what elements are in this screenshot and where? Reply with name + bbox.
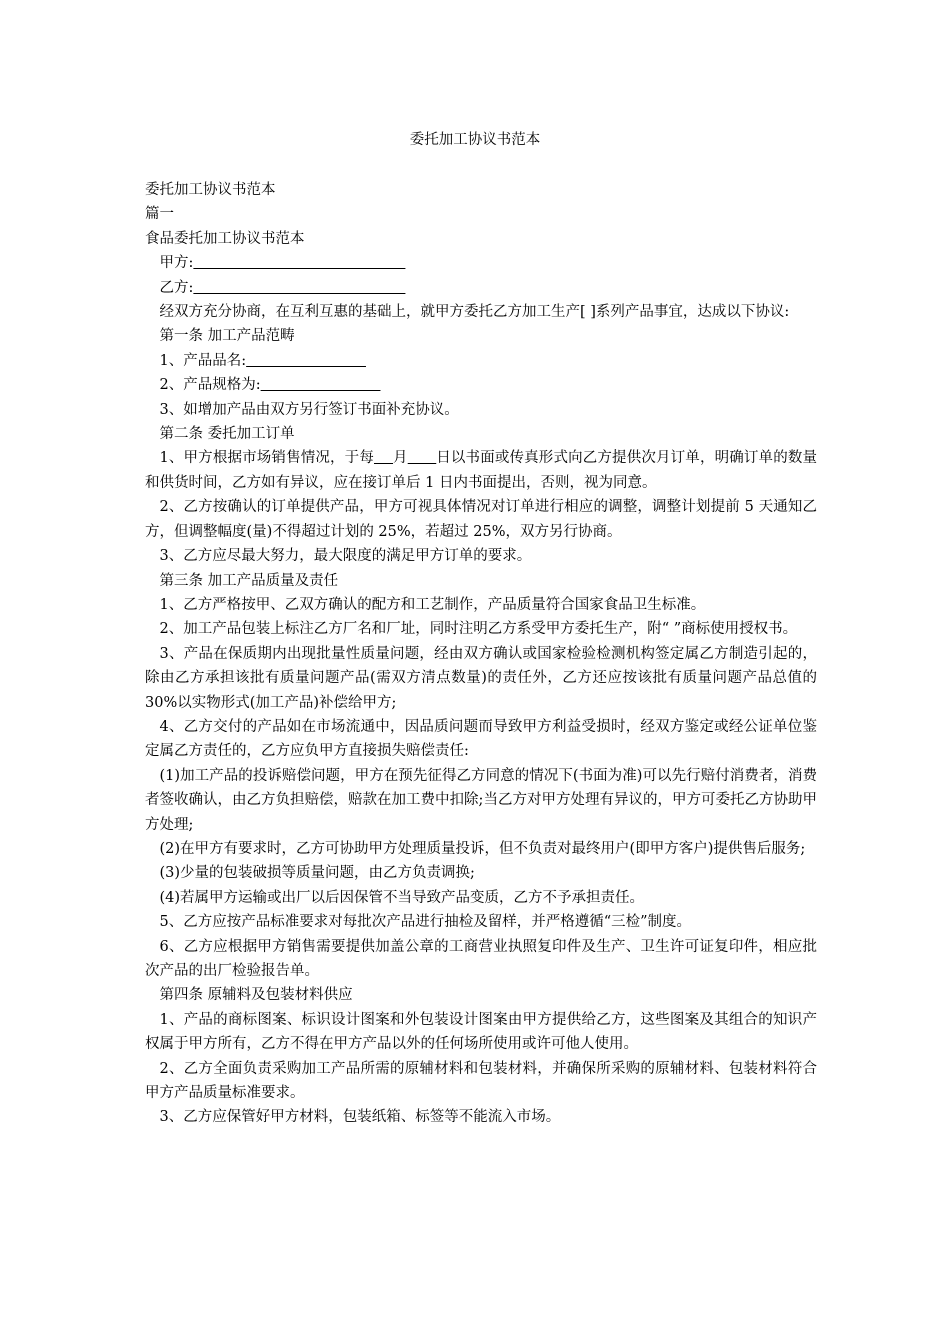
article-2-item-2: 2、乙方按确认的订单提供产品，甲方可视具体情况对订单进行相应的调整，调整计划提前 5 天通知乙方，但调整幅度(量)不得超过计划的 25%，若超过 25%，双方另行协商。 — [145, 499, 817, 540]
article-2-item-1-pre: 1、甲方根据市场销售情况，于每 — [159, 450, 374, 467]
article-2-item-3: 3、乙方应尽最大努力，最大限度的满足甲方订单的要求。 — [159, 548, 532, 565]
article-4-item-3: 3、乙方应保管好甲方材料，包装纸箱、标签等不能流入市场。 — [159, 1109, 561, 1126]
article-1-item-1 — [145, 349, 817, 373]
article-3-sub-4: (4)若属甲方运输或出厂以后因保管不当导致产品变质，乙方不予承担责任。 — [159, 889, 645, 906]
article-1-title: 第一条 加工产品范畴 — [159, 328, 295, 345]
article-3-sub-3: (3)少量的包装破损等质量问题，由乙方负责调换; — [159, 865, 475, 882]
day-blank — [408, 450, 437, 466]
article-3-sub-1: (1)加工产品的投诉赔偿问题，甲方在预先征得乙方同意的情况下(书面为准)可以先行赔付消费者，消费者签收确认，由乙方负担赔偿，赔款在加工费中扣除;当乙方对甲方处理有异议的，甲方可委托乙方协助甲方处理; — [145, 767, 817, 833]
product-name-label: 1、产品品名: — [159, 352, 247, 369]
party-b-label: 乙方: — [159, 279, 194, 296]
article-2-item-1 — [145, 446, 817, 495]
article-4-title: 第四条 原辅料及包装材料供应 — [159, 987, 353, 1004]
article-2-item-1-mid: 月 — [393, 450, 408, 467]
article-3-item-5: 5、乙方应按产品标准要求对每批次产品进行抽检及留样，并严格遵循“三检”制度。 — [159, 914, 692, 931]
party-a-line — [145, 251, 817, 275]
article-3-item-6: 6、乙方应根据甲方销售需要提供加盖公章的工商营业执照复印件及生产、卫生许可证复印件，相应批次产品的出厂检验报告单。 — [145, 938, 817, 979]
document-body — [145, 178, 817, 1130]
product-name-blank — [246, 353, 366, 369]
intro-paragraph: 经双方充分协商，在互利互惠的基础上，就甲方委托乙方加工生产[ ]系列产品事宜，达成以下协议: — [159, 304, 790, 321]
product-spec-blank — [261, 377, 381, 393]
party-a-label: 甲方: — [159, 255, 194, 272]
article-4-item-2: 2、乙方全面负责采购加工产品所需的原辅材料和包装材料，并确保所采购的原辅材料、包装材料符合甲方产品质量标准要求。 — [145, 1060, 817, 1102]
chapter-label: 篇一 — [145, 206, 174, 223]
article-3-item-3: 3、产品在保质期内出现批量性质量问题，经由双方确认或国家检验检测机构签定属乙方制造引起的，除由乙方承担该批有质量问题产品(需双方清点数量)的责任外，乙方还应按该批有质量问题产品总值的 30%以实物形式(加工产品)补偿给甲方; — [145, 645, 817, 711]
party-a-blank — [193, 255, 405, 271]
article-3-item-4: 4、乙方交付的产品如在市场流通中，因品质问题而导致甲方利益受损时，经双方鉴定或经公证单位鉴定属乙方责任的，乙方应负甲方直接损失赔偿责任: — [145, 718, 817, 760]
article-3-title: 第三条 加工产品质量及责任 — [159, 572, 339, 589]
subheading: 食品委托加工协议书范本 — [145, 230, 305, 247]
article-1-item-2 — [145, 373, 817, 397]
article-1-item-3: 3、如增加产品由双方另行签订书面补充协议。 — [159, 401, 459, 418]
article-3-sub-2: (2)在甲方有要求时，乙方可协助甲方处理质量投诉，但不负责对最终用户(即甲方客户)提供售后服务; — [159, 840, 806, 857]
article-2-item-1-post: 日以书面或传真形式向乙方提供次月订单，明确订单的数量和供货时间，乙方如有异议，应在接订单后 1 日内书面提出，否则，视为同意。 — [145, 450, 818, 491]
month-blank — [374, 450, 393, 466]
article-3-item-2: 2、加工产品包装上标注乙方厂名和厂址，同时注明乙方系受甲方委托生产，附“ ”商标使用授权书。 — [159, 621, 798, 638]
product-spec-label: 2、产品规格为: — [159, 377, 261, 394]
article-4-item-1: 1、产品的商标图案、标识设计图案和外包装设计图案由甲方提供给乙方，这些图案及其组合的知识产权属于甲方所有，乙方不得在甲方产品以外的任何场所使用或许可他人使用。 — [145, 1011, 817, 1053]
party-b-blank — [193, 280, 405, 296]
heading: 委托加工协议书范本 — [145, 182, 276, 198]
article-2-title: 第二条 委托加工订单 — [159, 426, 295, 443]
document-title: 委托加工协议书范本 — [409, 132, 541, 148]
article-3-item-1: 1、乙方严格按甲、乙双方确认的配方和工艺制作，产品质量符合国家食品卫生标准。 — [159, 596, 706, 613]
party-b-line — [145, 276, 817, 300]
